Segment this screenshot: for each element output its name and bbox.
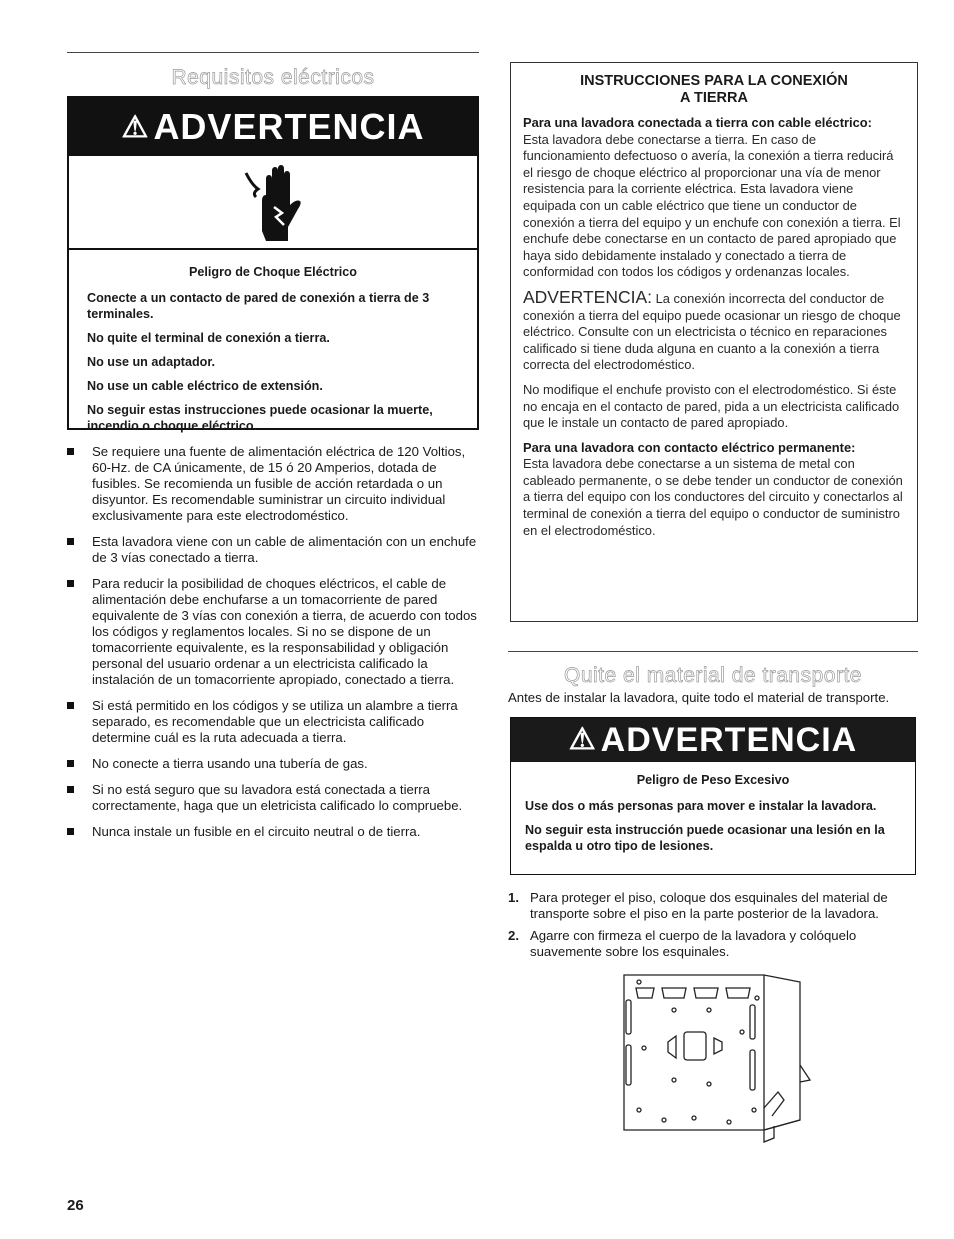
- warning-excess-weight: [510, 717, 916, 875]
- warning-header: [511, 718, 915, 762]
- list-item: Si está permitido en los códigos y se utiliza un alambre a tierra separado, es recomendable que un electricista calificado determine cuál es la ruta adecuada a tierra.: [66, 698, 478, 746]
- bullet-square-icon: [67, 828, 74, 835]
- instructions-paragraph: ADVERTENCIA: La conexión incorrecta del conductor de conexión a tierra del equipo puede ocasionar un riesgo de choque eléctrico. Consulte con un electricista o técnico en reparaciones calificado si tiene duda alguna en cuanto a la conexión a tierra correcta del electrodoméstico.: [523, 286, 901, 373]
- instructions-paragraph: Para una lavadora con contacto eléctrico permanente: Esta lavadora debe conectarse a un sistema de metal con cableado permanente, o se debe tender un conductor de conexión a tierra del equipo con los conductores del circuito y conectarlos al terminal de conexión a tierra del equipo o conductor de suministro en el electrodoméstico.: [523, 439, 903, 538]
- list-item: Nunca instale un fusible en el circuito neutral o de tierra.: [66, 824, 478, 840]
- bullet-square-icon: [67, 448, 74, 455]
- warning-electric-shock: [67, 96, 479, 433]
- warning-header-text: ADVERTENCIA: [600, 721, 858, 759]
- bullet-square-icon: [67, 702, 74, 709]
- warning-line: Conecte a un contacto de pared de conexión a tierra de 3 terminales.: [87, 291, 430, 321]
- warning-hazard: Peligro de Choque Eléctrico: [189, 265, 357, 279]
- shipping-intro: Antes de instalar la lavadora, quite todo el material de transporte.: [508, 690, 890, 705]
- electrical-requirements-list: [66, 444, 478, 850]
- grounding-instructions-title: INSTRUCCIONES PARA LA CONEXIÓN A TIERRA: [580, 73, 848, 106]
- grounding-instructions-body: [511, 115, 917, 539]
- bullet-square-icon: [67, 538, 74, 545]
- step-item: 2. Agarre con firmeza el cuerpo de la lavadora y colóquelo suavemente sobre los esquinales.: [508, 928, 857, 959]
- electric-shock-hand-icon: [69, 156, 477, 250]
- page-number: 26: [67, 1197, 84, 1214]
- grounding-instructions-box: [510, 62, 918, 622]
- warning-line: No seguir esta instrucción puede ocasionar una lesión en la espalda u otro tipo de lesiones.: [525, 823, 885, 853]
- warning-line: Use dos o más personas para mover e instalar la lavadora.: [525, 799, 877, 813]
- warning-line: No quite el terminal de conexión a tierra.: [87, 331, 330, 345]
- list-item: No conecte a tierra usando una tubería de gas.: [66, 756, 478, 772]
- right-section-rule: [508, 651, 918, 652]
- step-item: 1. Para proteger el piso, coloque dos esquinales del material de transporte sobre el piso en la parte posterior de la lavadora.: [508, 890, 888, 921]
- advertencia-label: ADVERTENCIA:: [523, 286, 653, 307]
- list-item: Se requiere una fuente de alimentación eléctrica de 120 Voltios, 60-Hz. de CA únicamente, de 15 ó 20 Amperios, dotada de fusibles. Se recomienda un fusible de acción retardada o un disyuntor. Es recomendable suministrar un circuito individual exclusivamente para este electrodoméstico.: [66, 444, 478, 524]
- bullet-square-icon: [67, 760, 74, 767]
- bullet-square-icon: [67, 580, 74, 587]
- warning-triangle-icon: ⚠: [568, 723, 597, 756]
- warning-triangle-icon: ⚠: [121, 111, 150, 144]
- shipping-steps: [508, 890, 918, 966]
- list-item: Para reducir la posibilidad de choques eléctricos, el cable de alimentación debe enchufarse a un tomacorriente de pared equivalente de 3 vías con conexión a tierra, de acuerdo con todos los códigos y reglamentos locales. Si no se dispone de un tomacorriente equivalente, es la responsabilidad y obligación personal del usuario ordenar a un electricista calificado la instalación de un tomacorriente apropiado, conectado a tierra.: [66, 576, 478, 688]
- warning-line: No use un adaptador.: [87, 355, 216, 369]
- section-title-shipping: Quite el material de transporte: [564, 664, 862, 687]
- warning-text: [511, 762, 915, 854]
- list-item: Esta lavadora viene con un cable de alimentación con un enchufe de 3 vías conectado a tierra.: [66, 534, 478, 566]
- warning-text: [69, 250, 477, 434]
- warning-line: No seguir estas instrucciones puede ocasionar la muerte, incendio o choque eléctrico.: [87, 403, 433, 433]
- bullet-square-icon: [67, 786, 74, 793]
- warning-line: No use un cable eléctrico de extensión.: [87, 379, 323, 393]
- left-top-rule: [67, 52, 479, 53]
- list-item: Si no está seguro que su lavadora está conectada a tierra correctamente, haga que un eletricista calificado lo compruebe.: [66, 782, 478, 814]
- warning-hazard: Peligro de Peso Excesivo: [636, 773, 790, 787]
- instructions-paragraph: No modifique el enchufe provisto con el electrodoméstico. Si éste no encaja en el contacto de pared, pida a un electricista calificado que le instale un contacto de pared apropiado.: [523, 381, 900, 431]
- warning-header: [69, 98, 477, 156]
- section-title-electrical: Requisitos eléctricos: [171, 66, 375, 89]
- washer-on-corner-posts-illustration: [614, 970, 814, 1150]
- instructions-paragraph: Para una lavadora conectada a tierra con cable eléctrico: Esta lavadora debe conectarse a tierra. En caso de funcionamiento defectuoso o avería, la conexión a tierra reducirá el riesgo de choque eléctrico al proporcionar una vía de menor resistencia para la corriente eléctrica. Esta lavadora viene equipada con un cable eléctrico que tiene un conductor de conexión a tierra del equipo y un enchufe con conexión a tierra. El enchufe debe conectarse en un contacto de pared apropiado que haya sido debidamente instalado y conectado a tierra de conformidad con todos los códigos y ordenanzas locales.: [523, 115, 901, 280]
- warning-header-text: ADVERTENCIA: [153, 106, 425, 147]
